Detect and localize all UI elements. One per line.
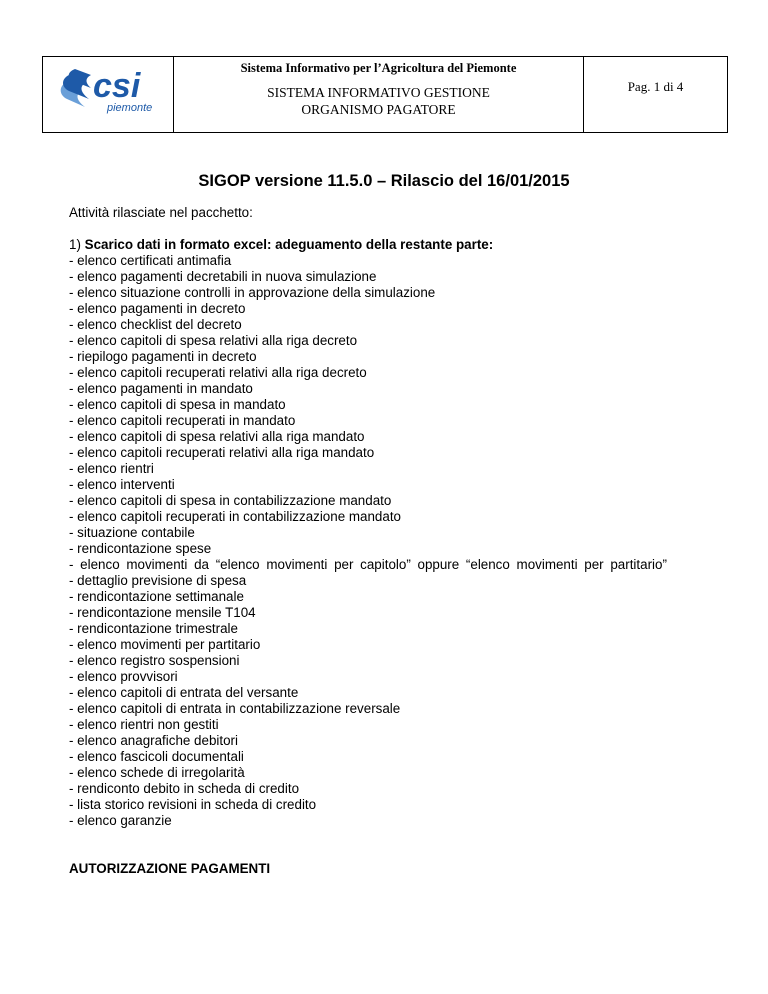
list-item: - elenco checklist del decreto (69, 317, 242, 332)
list-item: - rendicontazione mensile T104 (69, 605, 256, 620)
list-item: - elenco capitoli recuperati relativi alla riga mandato (69, 445, 375, 460)
list-item: - elenco capitoli di spesa relativi alla riga decreto (69, 333, 358, 348)
list-item: - elenco provvisori (69, 669, 178, 684)
section-1-title: Scarico dati in formato excel: adeguamento della restante parte: (84, 237, 494, 252)
subsystem-name (174, 84, 583, 118)
logo-sub-text: piemonte (107, 102, 153, 114)
subsystem-line-2: ORGANISMO PAGATORE (301, 102, 456, 117)
list-item: - elenco capitoli recuperati relativi alla riga decreto (69, 365, 367, 380)
list-item: - elenco capitoli recuperati in mandato (69, 413, 296, 428)
list-item: - elenco capitoli di entrata del versante (69, 685, 299, 700)
list-item: - elenco fascicoli documentali (69, 749, 244, 764)
system-name-cell (174, 57, 584, 133)
list-item: - elenco capitoli recuperati in contabilizzazione mandato (69, 509, 401, 524)
list-item: - elenco situazione controlli in approvazione della simulazione (69, 285, 436, 300)
list-item: - riepilogo pagamenti in decreto (69, 349, 257, 364)
list-item: - elenco rientri non gestiti (69, 717, 219, 732)
list-item: - elenco capitoli di spesa relativi alla riga mandato (69, 429, 365, 444)
list-item: - rendicontazione settimanale (69, 589, 244, 604)
document-body (69, 205, 697, 877)
csi-piemonte-logo (55, 61, 163, 123)
list-item: - elenco pagamenti decretabili in nuova simulazione (69, 269, 377, 284)
list-item: - rendicontazione spese (69, 541, 212, 556)
subsystem-line-1: SISTEMA INFORMATIVO GESTIONE (267, 85, 490, 100)
intro-text: Attività rilasciate nel pacchetto: (69, 205, 253, 220)
list-item: - elenco schede di irregolarità (69, 765, 245, 780)
list-item: - elenco rientri (69, 461, 154, 476)
list-item: - elenco pagamenti in decreto (69, 301, 246, 316)
list-item: - elenco capitoli di entrata in contabilizzazione reversale (69, 701, 401, 716)
document-title: SIGOP versione 11.5.0 – Rilascio del 16/01/2015 (198, 172, 570, 190)
list-item: - elenco interventi (69, 477, 175, 492)
list-item: - rendicontazione trimestrale (69, 621, 238, 636)
list-item: - elenco capitoli di spesa in mandato (69, 397, 286, 412)
system-name: Sistema Informativo per l’Agricoltura del Piemonte (240, 61, 517, 75)
list-item: - rendiconto debito in scheda di credito (69, 781, 300, 796)
list-item: - elenco registro sospensioni (69, 653, 240, 668)
list-item: - situazione contabile (69, 525, 195, 540)
section-1-list (69, 253, 697, 829)
list-item: - elenco capitoli di spesa in contabilizzazione mandato (69, 493, 392, 508)
list-item: - elenco anagrafiche debitori (69, 733, 238, 748)
list-item: - lista storico revisioni in scheda di credito (69, 797, 317, 812)
section-1-heading (69, 237, 697, 253)
page-number-cell (584, 57, 728, 133)
page-label: Pag. 1 di 4 (627, 79, 684, 94)
list-item: - elenco movimenti per partitario (69, 637, 261, 652)
list-item: - elenco garanzie (69, 813, 172, 828)
logo-cell (43, 57, 174, 133)
list-item: - elenco certificati antimafia (69, 253, 232, 268)
list-item: - elenco movimenti da “elenco movimenti per capitolo” oppure “elenco movimenti per partitario” (69, 557, 667, 572)
list-item: - dettaglio previsione di spesa (69, 573, 247, 588)
document-header (42, 56, 728, 133)
section-2-heading: AUTORIZZAZIONE PAGAMENTI (69, 861, 271, 876)
list-item: - elenco pagamenti in mandato (69, 381, 253, 396)
section-1-number: 1) (69, 237, 81, 252)
logo-brand-text: csi (93, 67, 141, 105)
